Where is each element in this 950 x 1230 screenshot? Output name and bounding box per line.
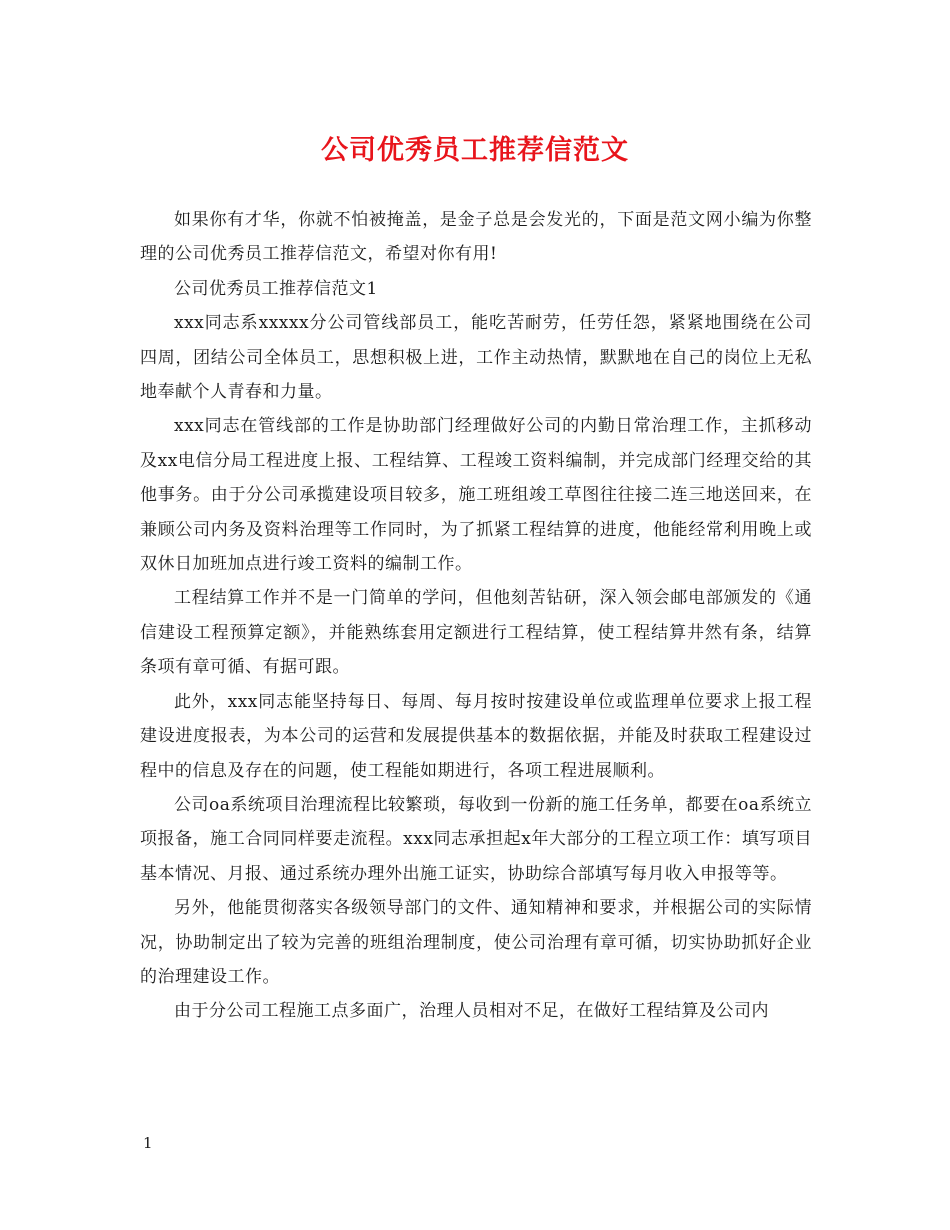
body-paragraph: 另外，他能贯彻落实各级领导部门的文件、通知精神和要求，并根据公司的实际情况，协助制定出了较为完善的班组治理制度，使公司治理有章可循，切实协助抓好企业的治理建设工作。 [140,898,812,987]
page-number: 1 [143,1134,153,1152]
body-paragraph: xxx同志在管线部的工作是协助部门经理做好公司的内勤日常治理工作，主抓移动及xx电信分局工程进度上报、工程结算、工程竣工资料编制，并完成部门经理交给的其他事务。由于分公司承揽建设项目较多，施工班组竣工草图往往接二连三地送回来，在兼顾公司内务及资料治理等工作同时，为了抓紧工程结算的进度，他能经常利用晚上或双休日加班加点进行竣工资料的编制工作。 [140,416,812,575]
body-paragraph: 由于分公司工程施工点多面广，治理人员相对不足，在做好工程结算及公司内 [174,1001,769,1022]
body-paragraph: 工程结算工作并不是一门简单的学问，但他刻苦钻研，深入领会邮电部颁发的《通信建设工程预算定额》，并能熟练套用定额进行工程结算，使工程结算井然有条，结算条项有章可循、有据可跟。 [140,588,812,678]
body-paragraph: xxx同志系xxxxx分公司管线部员工，能吃苦耐劳，任劳任怨，紧紧地围绕在公司四周，团结公司全体员工，思想积极上进，工作主动热情，默默地在自己的岗位上无私地奉献个人青春和力量。 [140,313,812,403]
section-heading: 公司优秀员工推荐信范文1 [174,278,378,299]
document-title: 公司优秀员工推荐信范文 [321,135,629,166]
body-paragraph: 公司oa系统项目治理流程比较繁琐，每收到一份新的施工任务单，都要在oa系统立项报备，施工合同同样要走流程。xxx同志承担起x年大部分的工程立项工作：填写项目基本情况、月报、通过系统办理外出施工证实，协助综合部填写每月收入申报等等。 [140,794,812,884]
body-paragraph: 此外，xxx同志能坚持每日、每周、每月按时按建设单位或监理单位要求上报工程建设进度报表，为本公司的运营和发展提供基本的数据依据，并能及时获取工程建设过程中的信息及存在的问题，使工程能如期进行，各项工程进展顺利。 [140,691,812,781]
intro-paragraph: 如果你有才华，你就不怕被掩盖，是金子总是会发光的，下面是范文网小编为你整理的公司优秀员工推荐信范文，希望对你有用! [140,210,812,265]
document-body [140,203,812,1029]
